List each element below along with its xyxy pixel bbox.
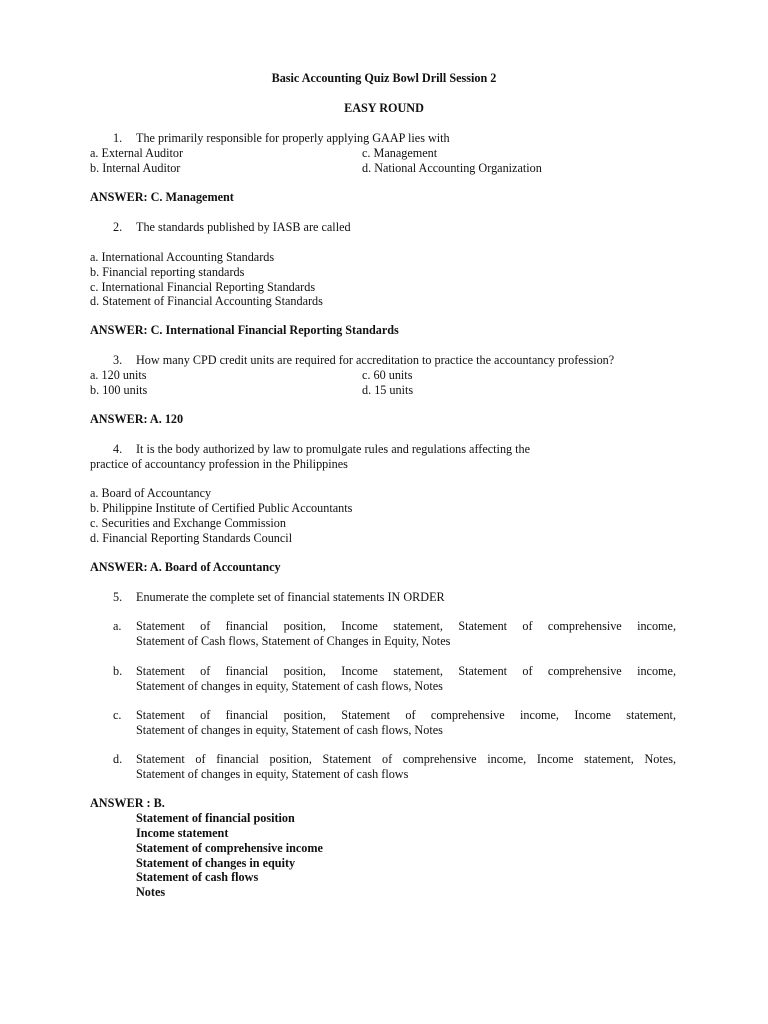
q5-option-c-line1: Statement of financial position, Statement of comprehensive income, Income statement, xyxy=(136,708,676,722)
q4-option-b: b. Philippine Institute of Certified Public Accountants xyxy=(90,501,353,515)
q2-number: 2. xyxy=(113,220,123,234)
q1-answer: ANSWER: C. Management xyxy=(90,190,234,204)
q4-answer: ANSWER: A. Board of Accountancy xyxy=(90,560,281,574)
q2-answer: ANSWER: C. International Financial Reporting Standards xyxy=(90,323,399,337)
q5-answer-item: Statement of comprehensive income xyxy=(136,841,323,855)
q5-answer: ANSWER : B. xyxy=(90,796,165,810)
q5-answer-item: Statement of financial position xyxy=(136,811,295,825)
q5-number: 5. xyxy=(113,590,123,604)
q5-option-c-letter: c. xyxy=(113,708,122,722)
q3-option-c: c. 60 units xyxy=(362,368,413,382)
q1-option-c: c. Management xyxy=(362,146,438,160)
q5-answer-item: Notes xyxy=(136,885,166,899)
q2-option-a: a. International Accounting Standards xyxy=(90,250,275,264)
q4-option-a: a. Board of Accountancy xyxy=(90,486,212,500)
q5-answer-item: Statement of cash flows xyxy=(136,870,259,884)
q5-option-a-line2: Statement of Cash flows, Statement of Changes in Equity, Notes xyxy=(136,634,451,648)
q2-option-b: b. Financial reporting standards xyxy=(90,265,245,279)
q5-option-b-line2: Statement of changes in equity, Statement of cash flows, Notes xyxy=(136,679,443,693)
q2-text: The standards published by IASB are called xyxy=(136,220,351,234)
q5-answer-item: Income statement xyxy=(136,826,229,840)
q4-text-line2: practice of accountancy profession in the Philippines xyxy=(90,457,348,471)
q5-option-c-line2: Statement of changes in equity, Statement of cash flows, Notes xyxy=(136,723,443,737)
q5-option-a-line1: Statement of financial position, Income statement, Statement of comprehensive income, xyxy=(136,619,676,633)
round-heading: EASY ROUND xyxy=(344,101,424,115)
q4-text-line1: It is the body authorized by law to promulgate rules and regulations affecting the xyxy=(136,442,531,456)
q1-text: The primarily responsible for properly applying GAAP lies with xyxy=(136,131,450,145)
q4-number: 4. xyxy=(113,442,123,456)
q3-number: 3. xyxy=(113,353,123,367)
q1-option-d: d. National Accounting Organization xyxy=(362,161,542,175)
q5-option-d-line1: Statement of financial position, Statement of comprehensive income, Income statement, Notes, xyxy=(136,752,676,766)
q5-answer-item: Statement of changes in equity xyxy=(136,856,296,870)
q5-text: Enumerate the complete set of financial statements IN ORDER xyxy=(136,590,445,604)
q5-option-b-line1: Statement of financial position, Income statement, Statement of comprehensive income, xyxy=(136,664,676,678)
q2-option-d: d. Statement of Financial Accounting Standards xyxy=(90,294,323,308)
q3-option-d: d. 15 units xyxy=(362,383,414,397)
q3-option-b: b. 100 units xyxy=(90,383,148,397)
q5-option-b-letter: b. xyxy=(113,664,123,678)
q5-option-a-letter: a. xyxy=(113,619,122,633)
q4-option-d: d. Financial Reporting Standards Council xyxy=(90,531,293,545)
q1-option-a: a. External Auditor xyxy=(90,146,184,160)
q1-option-b: b. Internal Auditor xyxy=(90,161,181,175)
q3-answer: ANSWER: A. 120 xyxy=(90,412,184,426)
q3-text: How many CPD credit units are required for accreditation to practice the accountancy profession? xyxy=(136,353,615,367)
q2-option-c: c. International Financial Reporting Standards xyxy=(90,280,316,294)
document-title: Basic Accounting Quiz Bowl Drill Session 2 xyxy=(271,71,497,85)
q3-option-a: a. 120 units xyxy=(90,368,147,382)
q4-option-c: c. Securities and Exchange Commission xyxy=(90,516,286,530)
q1-number: 1. xyxy=(113,131,123,145)
q5-option-d-letter: d. xyxy=(113,752,123,766)
q5-option-d-line2: Statement of changes in equity, Statement of cash flows xyxy=(136,767,409,781)
